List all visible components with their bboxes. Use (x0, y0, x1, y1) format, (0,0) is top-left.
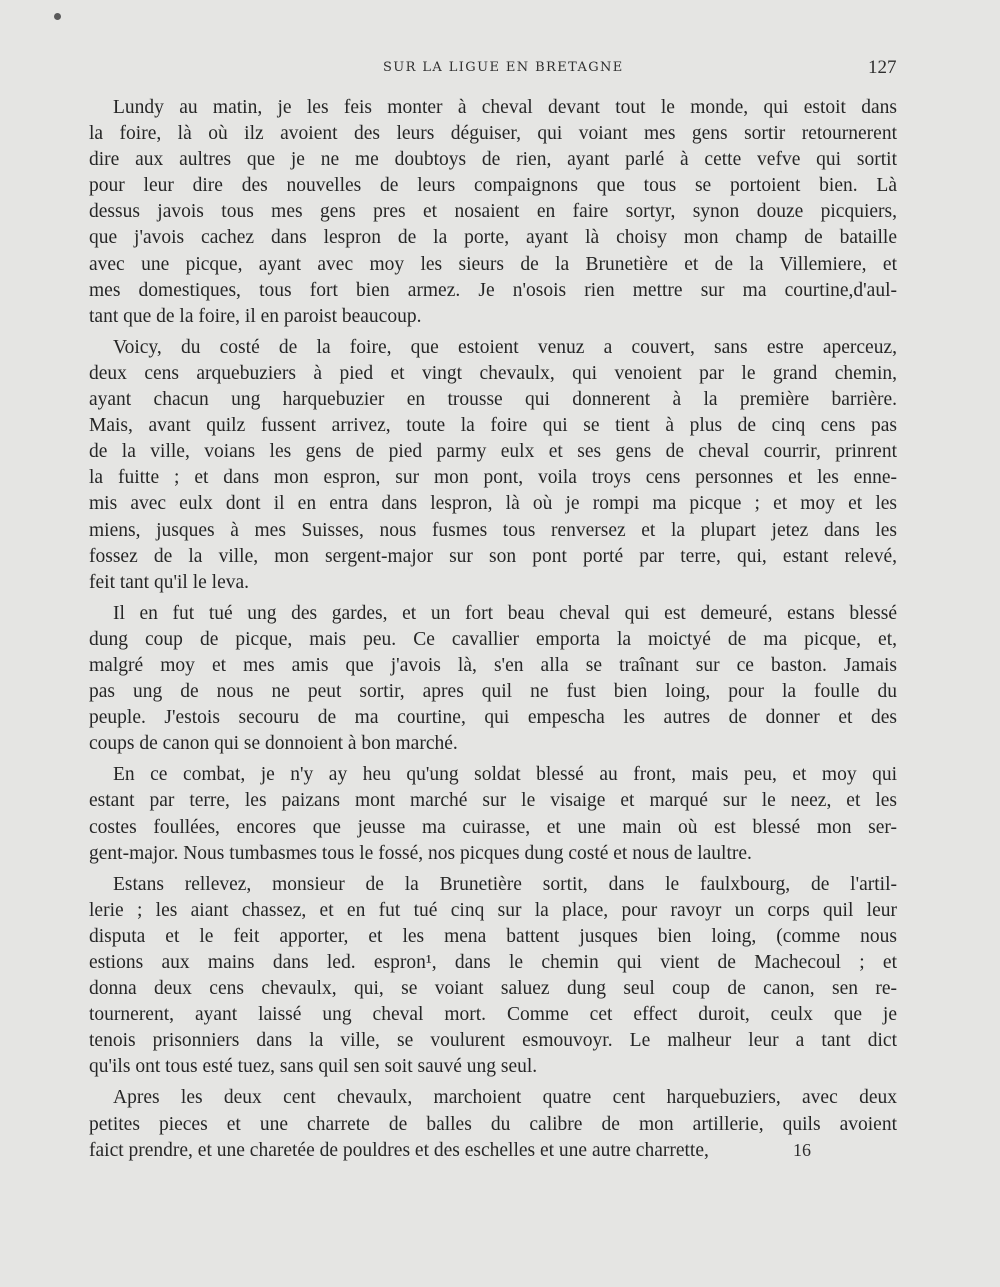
text-line: Lundy au matin, je les feis monter à cheval devant tout le monde, qui estoit dans (113, 97, 897, 118)
text-line: tournerent, ayant laissé ung cheval mort. Comme cet effect duroit, ceulx que je (89, 1004, 897, 1026)
text-line: faict prendre, et une charetée de pouldres et des eschelles et une autre charrette, (89, 1139, 709, 1161)
text-line: En ce combat, je n'y ay heu qu'ung soldat blessé au front, mais peu, et moy qui (113, 764, 897, 786)
text-line: de la ville, voians les gens de pied parmy eulx et ses gens de cheval courrir, prinrent (89, 441, 897, 463)
text-line: disputa et le feit apporter, et les mena battent jusques bien loing, (comme nous (89, 925, 897, 947)
text-line: Voicy, du costé de la foire, que estoient venuz a couvert, sans estre aperceuz, (113, 336, 897, 358)
text-line: Estans rellevez, monsieur de la Brunetière sortit, dans le faulxbourg, de l'artil- (113, 873, 897, 895)
text-line: costes foullées, encores que jeusse ma cuirasse, et une main où est blessé mon ser- (89, 816, 897, 838)
paragraph (89, 335, 897, 596)
paragraph (89, 1085, 897, 1163)
signature-mark: 16 (793, 1140, 811, 1160)
text-line: peuple. J'estois secouru de ma courtine, qui empescha les autres de donner et des (89, 707, 897, 729)
page-number: 127 (868, 57, 897, 78)
text-line: pour leur dire des nouvelles de leurs compaignons que tous se portoient bien. Là (89, 175, 897, 197)
text-line: deux cens arquebuziers à pied et vingt chevaulx, qui venoient par le grand chemin, (89, 362, 897, 384)
paragraph (89, 762, 897, 866)
paragraph (89, 601, 897, 758)
text-line: donna deux cens chevaulx, qui, se voiant saluez dung seul coup de canon, sen re- (89, 978, 897, 1000)
text-line: ayant chacun ung harquebuzier en trousse qui donnerent à la première barrière. (89, 389, 897, 411)
text-line: estant par terre, les paizans mont marché sur le visaige et marqué sur le neez, et les (89, 790, 897, 812)
text-line: gent-major. Nous tumbasmes tous le fossé, nos picques dung costé et nous de laultre. (89, 842, 752, 864)
text-line: pas ung de nous ne peut sortir, apres quil ne fust bien loing, pour la foulle du (89, 681, 897, 703)
paragraph (89, 872, 897, 1081)
text-line: Apres les deux cent chevaulx, marchoient quatre cent harquebuziers, avec deux (113, 1087, 897, 1109)
text-line: dire aux aultres que je ne me doubtoys de rien, ayant parlé à cette vefve qui sortit (89, 149, 897, 171)
text-line: mes domestiques, tous fort bien armez. Je n'osois rien mettre sur ma courtine,d'aul- (89, 279, 897, 301)
text-line: dung coup de picque, mais peu. Ce cavallier emporta la moictyé de ma picque, et, (89, 628, 897, 650)
body-text (89, 95, 897, 1169)
text-line: coups de canon qui se donnoient à bon marché. (89, 733, 458, 755)
text-line: que j'avois cachez dans lespron de la porte, ayant là choisy mon champ de bataille (89, 227, 897, 249)
text-line: estions aux mains dans led. espron¹, dans le chemin qui vient de Machecoul ; et (89, 952, 897, 973)
running-head: SUR LA LIGUE EN BRETAGNE (383, 60, 624, 75)
text-line: avec une picque, ayant avec moy les sieurs de la Brunetière et de la Villemiere, et (89, 253, 897, 275)
text-line: lerie ; les aiant chassez, et en fut tué cinq sur la place, pour ravoyr un corps quil leur (89, 899, 897, 921)
paragraph (89, 95, 897, 330)
text-line: la fuitte ; et dans mon espron, sur mon pont, voila troys cens personnes et les enne- (89, 467, 897, 489)
text-line: fossez de la ville, mon sergent-major sur son pont porté par terre, qui, estant relevé, (89, 545, 897, 567)
ink-speck (54, 13, 61, 20)
text-line: miens, jusques à mes Suisses, nous fusmes tous renversez et la plupart jetez dans les (89, 519, 897, 541)
text-line: Mais, avant quilz fussent arrivez, toute la foire qui se tient à plus de cinq cens pas (89, 415, 897, 437)
text-line: dessus javois tous mes gens pres et nosaient en faire sortyr, synon douze picquiers, (89, 201, 897, 223)
text-line: tant que de la foire, il en paroist beaucoup. (89, 305, 422, 327)
text-line: Il en fut tué ung des gardes, et un fort beau cheval qui est demeuré, estans blessé (113, 602, 897, 624)
text-line: qu'ils ont tous esté tuez, sans quil sen soit sauvé ung seul. (89, 1056, 538, 1078)
text-line: petites pieces et une charrete de balles du calibre de mon artillerie, quils avoient (89, 1113, 897, 1135)
text-line: la foire, là où ilz avoient des leurs déguiser, qui voiant mes gens sortir retournerent (89, 123, 897, 145)
text-line: mis avec eulx dont il en entra dans lespron, là où je rompi ma picque ; et moy et les (89, 493, 897, 515)
text-line: feit tant qu'il le leva. (89, 571, 249, 593)
text-line: malgré moy et mes amis que j'avois là, s'en alla se traînant sur ce baston. Jamais (89, 654, 897, 676)
text-line: tenois prisonniers dans la ville, se voulurent esmouvoyr. Le malheur leur a tant dict (89, 1030, 897, 1052)
